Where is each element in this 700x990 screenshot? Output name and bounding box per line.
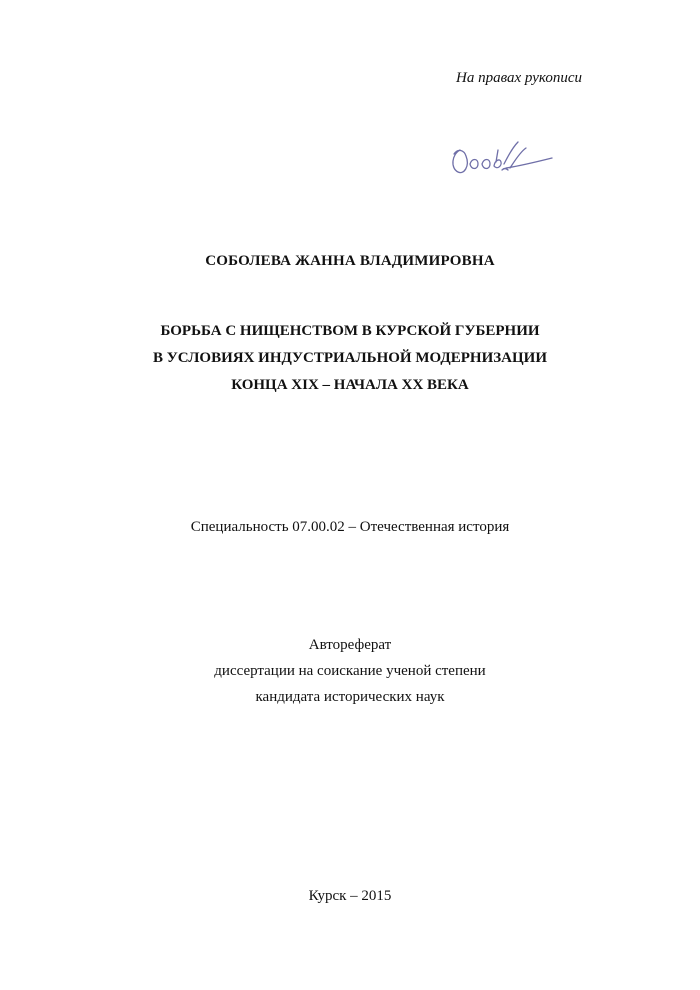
- speciality: Специальность 07.00.02 – Отечественная история: [190, 519, 510, 535]
- signature-icon: [440, 128, 560, 188]
- manuscript-note: На правах рукописи: [456, 70, 582, 86]
- place-year: Курск – 2015: [308, 888, 392, 904]
- title-line: КОНЦА XIX – НАЧАЛА XX ВЕКА: [231, 377, 469, 393]
- title-line: В УСЛОВИЯХ ИНДУСТРИАЛЬНОЙ МОДЕРНИЗАЦИИ: [153, 350, 547, 366]
- author-name: СОБОЛЕВА ЖАННА ВЛАДИМИРОВНА: [205, 253, 495, 269]
- work-type-line: диссертации на соискание ученой степени: [214, 663, 486, 679]
- work-type-line: Автореферат: [308, 637, 392, 653]
- title-line: БОРЬБА С НИЩЕНСТВОМ В КУРСКОЙ ГУБЕРНИИ: [160, 323, 540, 339]
- dissertation-title: [0, 318, 700, 399]
- work-type-line: кандидата исторических наук: [255, 689, 445, 705]
- work-type: [0, 632, 700, 710]
